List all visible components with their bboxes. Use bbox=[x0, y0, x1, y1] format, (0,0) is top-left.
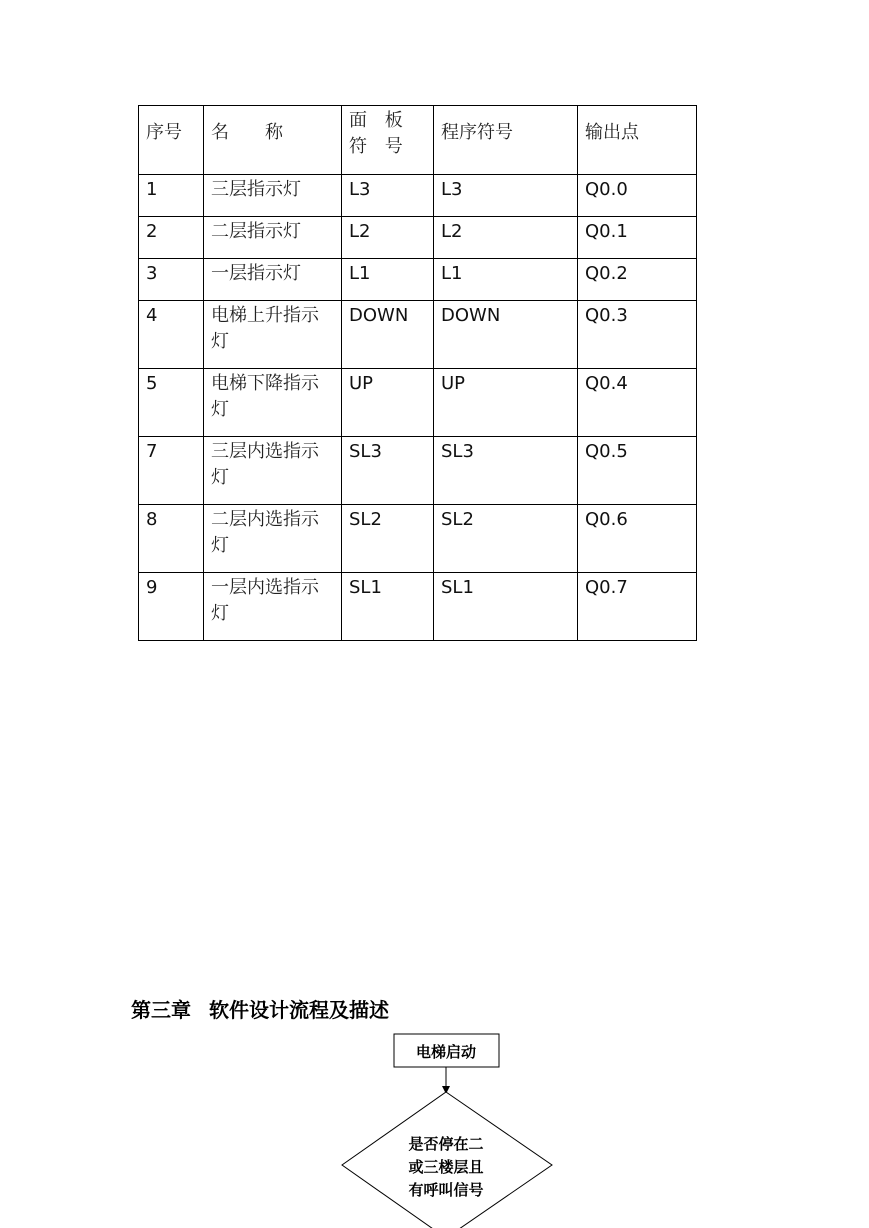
cell-program: SL2 bbox=[434, 505, 578, 573]
table-row bbox=[139, 217, 697, 259]
cell-program: L2 bbox=[434, 217, 578, 259]
table-row bbox=[139, 369, 697, 437]
cell-program: SL1 bbox=[434, 573, 578, 641]
cell-program: L1 bbox=[434, 259, 578, 301]
header-name: 名 称 bbox=[204, 106, 342, 175]
cell-output: Q0.6 bbox=[578, 505, 697, 573]
cell-output: Q0.0 bbox=[578, 175, 697, 217]
cell-no: 7 bbox=[139, 437, 204, 505]
table-row bbox=[139, 259, 697, 301]
decision-line-3: 有呼叫信号 bbox=[408, 1181, 484, 1199]
cell-name: 二层内选指示灯 bbox=[204, 505, 342, 573]
cell-no: 8 bbox=[139, 505, 204, 573]
cell-program: L3 bbox=[434, 175, 578, 217]
header-output-point: 输出点 bbox=[578, 106, 697, 175]
table-row bbox=[139, 437, 697, 505]
cell-name: 一层内选指示灯 bbox=[204, 573, 342, 641]
cell-name: 一层指示灯 bbox=[204, 259, 342, 301]
table-row bbox=[139, 505, 697, 573]
cell-name: 电梯下降指示灯 bbox=[204, 369, 342, 437]
chapter-heading bbox=[131, 994, 389, 1023]
flowchart bbox=[330, 1030, 570, 1228]
cell-program: DOWN bbox=[434, 301, 578, 369]
chapter-title: 软件设计流程及描述 bbox=[209, 998, 389, 1022]
cell-name: 二层指示灯 bbox=[204, 217, 342, 259]
table-header-row bbox=[139, 106, 697, 175]
decision-line-2: 或三楼层且 bbox=[408, 1158, 484, 1176]
cell-panel: SL2 bbox=[342, 505, 434, 573]
cell-output: Q0.1 bbox=[578, 217, 697, 259]
cell-panel: DOWN bbox=[342, 301, 434, 369]
cell-name: 三层指示灯 bbox=[204, 175, 342, 217]
cell-name: 电梯上升指示灯 bbox=[204, 301, 342, 369]
cell-no: 9 bbox=[139, 573, 204, 641]
start-label: 电梯启动 bbox=[415, 1043, 477, 1061]
cell-panel: L2 bbox=[342, 217, 434, 259]
cell-panel: L3 bbox=[342, 175, 434, 217]
cell-program: SL3 bbox=[434, 437, 578, 505]
cell-panel: SL3 bbox=[342, 437, 434, 505]
header-no: 序号 bbox=[139, 106, 204, 175]
cell-output: Q0.7 bbox=[578, 573, 697, 641]
cell-no: 1 bbox=[139, 175, 204, 217]
cell-no: 3 bbox=[139, 259, 204, 301]
cell-output: Q0.3 bbox=[578, 301, 697, 369]
cell-no: 2 bbox=[139, 217, 204, 259]
cell-program: UP bbox=[434, 369, 578, 437]
header-program-symbol: 程序符号 bbox=[434, 106, 578, 175]
chapter-number: 第三章 bbox=[131, 998, 191, 1022]
table-row bbox=[139, 573, 697, 641]
header-panel-symbol: 面 板 符 号 bbox=[342, 106, 434, 175]
cell-panel: UP bbox=[342, 369, 434, 437]
decision-line-1: 是否停在二 bbox=[408, 1135, 484, 1153]
table-row bbox=[139, 301, 697, 369]
cell-panel: SL1 bbox=[342, 573, 434, 641]
table-row bbox=[139, 175, 697, 217]
cell-name: 三层内选指示灯 bbox=[204, 437, 342, 505]
cell-panel: L1 bbox=[342, 259, 434, 301]
cell-output: Q0.2 bbox=[578, 259, 697, 301]
cell-no: 4 bbox=[139, 301, 204, 369]
cell-no: 5 bbox=[139, 369, 204, 437]
io-assignment-table bbox=[138, 105, 697, 641]
cell-output: Q0.4 bbox=[578, 369, 697, 437]
cell-output: Q0.5 bbox=[578, 437, 697, 505]
